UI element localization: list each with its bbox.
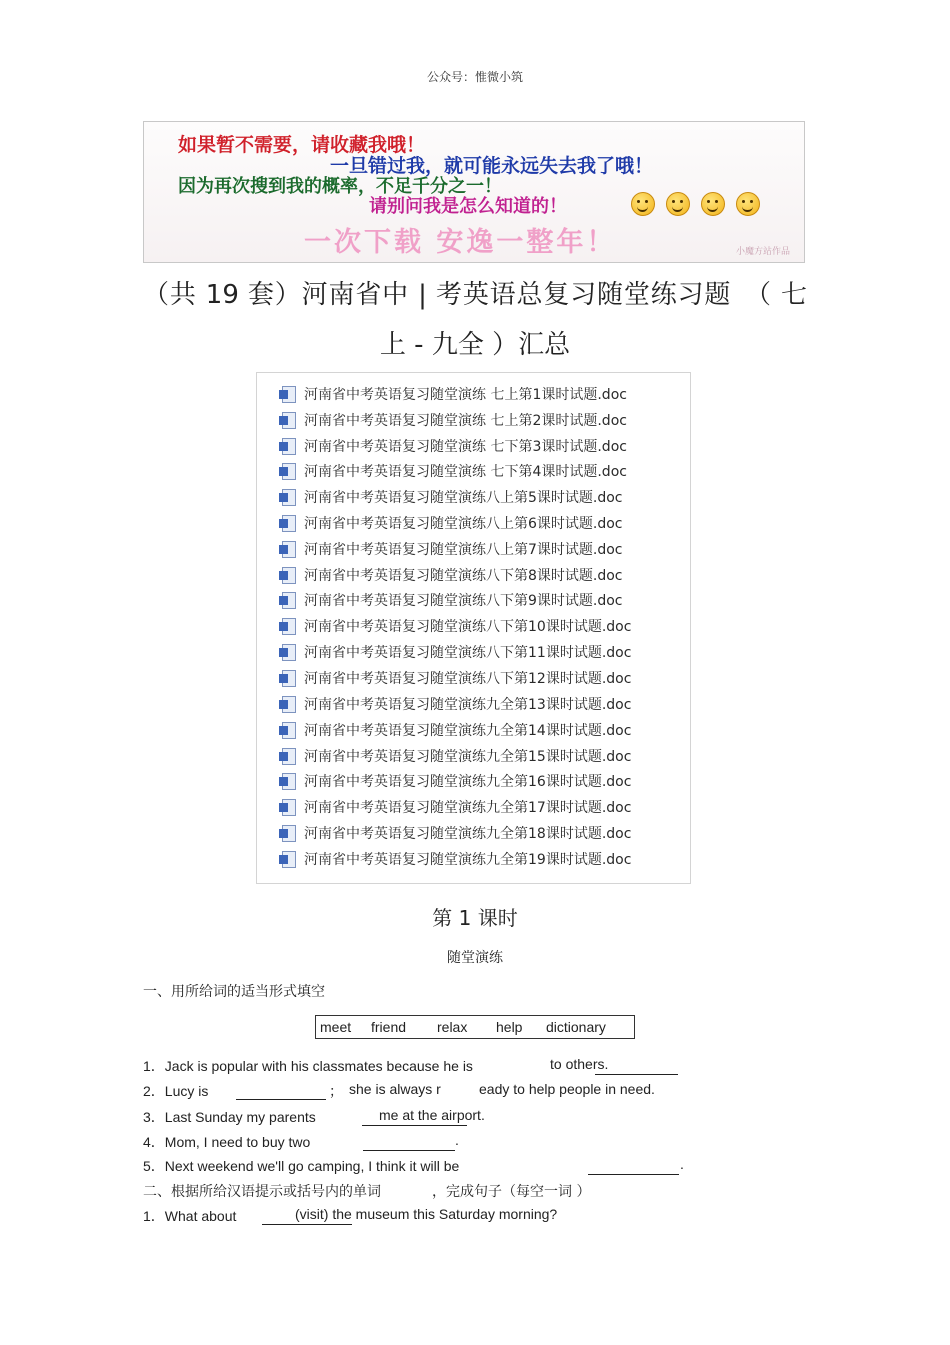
word-bank-item: meet <box>320 1019 352 1035</box>
word-doc-icon <box>279 412 296 429</box>
word-bank-item: relax <box>437 1019 468 1035</box>
banner-line-2: 一旦错过我，就可能永远失去我了哦！ <box>330 155 654 177</box>
smile-emoji-icon <box>736 192 760 216</box>
word-doc-icon <box>279 799 296 816</box>
question-3-text-end: me at the airport. <box>379 1107 485 1123</box>
file-name: 河南省中考英语复习随堂演练九全第15课时试题.doc <box>304 749 632 765</box>
file-name: 河南省中考英语复习随堂演练八上第6课时试题.doc <box>304 516 623 532</box>
word-doc-icon <box>279 489 296 506</box>
file-item[interactable] <box>279 410 627 430</box>
file-item[interactable] <box>279 694 631 714</box>
file-name: 河南省中考英语复习随堂演练九全第19课时试题.doc <box>304 852 632 868</box>
word-doc-icon <box>279 541 296 558</box>
word-doc-icon <box>279 592 296 609</box>
question-1-text: 1．Jack is popular with his classmates because he is <box>143 1058 473 1074</box>
word-doc-icon <box>279 567 296 584</box>
question-3-text: 3．Last Sunday my parents <box>143 1109 316 1125</box>
word-doc-icon <box>279 851 296 868</box>
emoji-row <box>631 192 760 216</box>
word-doc-icon <box>279 644 296 661</box>
file-item[interactable] <box>279 720 631 740</box>
banner-credit: 小魔方站作品 <box>735 247 790 257</box>
promo-banner <box>143 121 805 263</box>
question-2-text: 2．Lucy is <box>143 1083 209 1099</box>
smile-emoji-icon <box>631 192 655 216</box>
file-item[interactable] <box>279 771 631 791</box>
lesson-title: 第 1 课时 <box>432 906 518 930</box>
question-1-text-end: to others. <box>550 1056 609 1072</box>
answer-blank[interactable] <box>363 1134 455 1151</box>
practice-subtitle: 随堂演练 <box>447 950 503 966</box>
word-doc-icon <box>279 773 296 790</box>
word-doc-icon <box>279 722 296 739</box>
file-name: 河南省中考英语复习随堂演练八下第12课时试题.doc <box>304 671 632 687</box>
word-bank-item: friend <box>371 1019 407 1035</box>
word-doc-icon <box>279 618 296 635</box>
question-2-text-mid: she is always r <box>349 1081 441 1097</box>
file-list <box>256 372 691 884</box>
file-name: 河南省中考英语复习随堂演练八下第10课时试题.doc <box>304 619 632 635</box>
answer-blank[interactable] <box>236 1083 326 1100</box>
document-title: （共 19 套）河南省中 | 考英语总复习随堂练习题 （ 七上 - 九全 ）汇总 <box>143 280 807 360</box>
file-item[interactable] <box>279 616 631 636</box>
file-name: 河南省中考英语复习随堂演练 七上第1课时试题.doc <box>304 387 627 403</box>
answer-blank[interactable] <box>595 1058 678 1075</box>
file-item[interactable] <box>279 746 631 766</box>
file-name: 河南省中考英语复习随堂演练八上第5课时试题.doc <box>304 490 623 506</box>
question-2-semicolon: ； <box>329 1083 343 1099</box>
file-name: 河南省中考英语复习随堂演练八上第7课时试题.doc <box>304 542 623 558</box>
file-item[interactable] <box>279 849 631 869</box>
section-1-heading: 一、用所给词的适当形式填空 <box>143 984 325 1000</box>
file-name: 河南省中考英语复习随堂演练八下第8课时试题.doc <box>304 568 623 584</box>
banner-line-1: 如果暂不需要，请收藏我哦！ <box>178 134 426 156</box>
word-bank-item: help <box>496 1019 523 1035</box>
file-item[interactable] <box>279 436 627 456</box>
file-item[interactable] <box>279 461 627 481</box>
file-name: 河南省中考英语复习随堂演练九全第18课时试题.doc <box>304 826 632 842</box>
file-item[interactable] <box>279 487 623 507</box>
file-name: 河南省中考英语复习随堂演练九全第14课时试题.doc <box>304 723 632 739</box>
question-4-text: 4．Mom, I need to buy two <box>143 1134 311 1150</box>
question-5-text: 5．Next weekend we'll go camping, I think it will be <box>143 1158 460 1174</box>
file-name: 河南省中考英语复习随堂演练八下第9课时试题.doc <box>304 593 623 609</box>
file-name: 河南省中考英语复习随堂演练九全第16课时试题.doc <box>304 774 632 790</box>
file-item[interactable] <box>279 513 623 533</box>
file-item[interactable] <box>279 384 627 404</box>
file-name: 河南省中考英语复习随堂演练九全第13课时试题.doc <box>304 697 632 713</box>
banner-line-5: 一次下载 安逸一整年！ <box>304 227 617 258</box>
file-item[interactable] <box>279 823 631 843</box>
file-name: 河南省中考英语复习随堂演练 七下第4课时试题.doc <box>304 464 627 480</box>
question-4-text-end: . <box>455 1132 459 1148</box>
file-item[interactable] <box>279 539 623 559</box>
smile-emoji-icon <box>701 192 725 216</box>
file-name: 河南省中考英语复习随堂演练 七上第2课时试题.doc <box>304 413 627 429</box>
word-bank-item: dictionary <box>546 1019 606 1035</box>
section-2-heading-end: ，完成句子（每空一词 ） <box>432 1184 591 1200</box>
file-name: 河南省中考英语复习随堂演练 七下第3课时试题.doc <box>304 439 627 455</box>
banner-line-4: 请别问我是怎么知道的！ <box>369 196 567 217</box>
file-item[interactable] <box>279 590 623 610</box>
question-2-text-end: eady to help people in need. <box>479 1081 655 1097</box>
section-2-question-1-text-end: (visit) the museum this Saturday morning? <box>295 1206 558 1222</box>
header-note: 公众号：惟微小筑 <box>426 70 523 84</box>
word-doc-icon <box>279 515 296 532</box>
word-doc-icon <box>279 438 296 455</box>
file-item[interactable] <box>279 797 631 817</box>
section-2-heading: 二、根据所给汉语提示或括号内的单词 <box>143 1184 381 1200</box>
word-doc-icon <box>279 825 296 842</box>
word-doc-icon <box>279 463 296 480</box>
file-item[interactable] <box>279 668 631 688</box>
question-5-text-end: . <box>680 1156 684 1172</box>
file-name: 河南省中考英语复习随堂演练八下第11课时试题.doc <box>304 645 632 661</box>
smile-emoji-icon <box>666 192 690 216</box>
word-doc-icon <box>279 386 296 403</box>
banner-line-3: 因为再次搜到我的概率，不足千分之一！ <box>178 176 502 197</box>
word-doc-icon <box>279 696 296 713</box>
file-item[interactable] <box>279 642 631 662</box>
file-name: 河南省中考英语复习随堂演练九全第17课时试题.doc <box>304 800 632 816</box>
word-doc-icon <box>279 670 296 687</box>
word-doc-icon <box>279 748 296 765</box>
word-bank-box <box>315 1015 635 1039</box>
section-2-question-1-text: 1．What about <box>143 1208 237 1224</box>
file-item[interactable] <box>279 565 623 585</box>
answer-blank[interactable] <box>588 1158 679 1175</box>
